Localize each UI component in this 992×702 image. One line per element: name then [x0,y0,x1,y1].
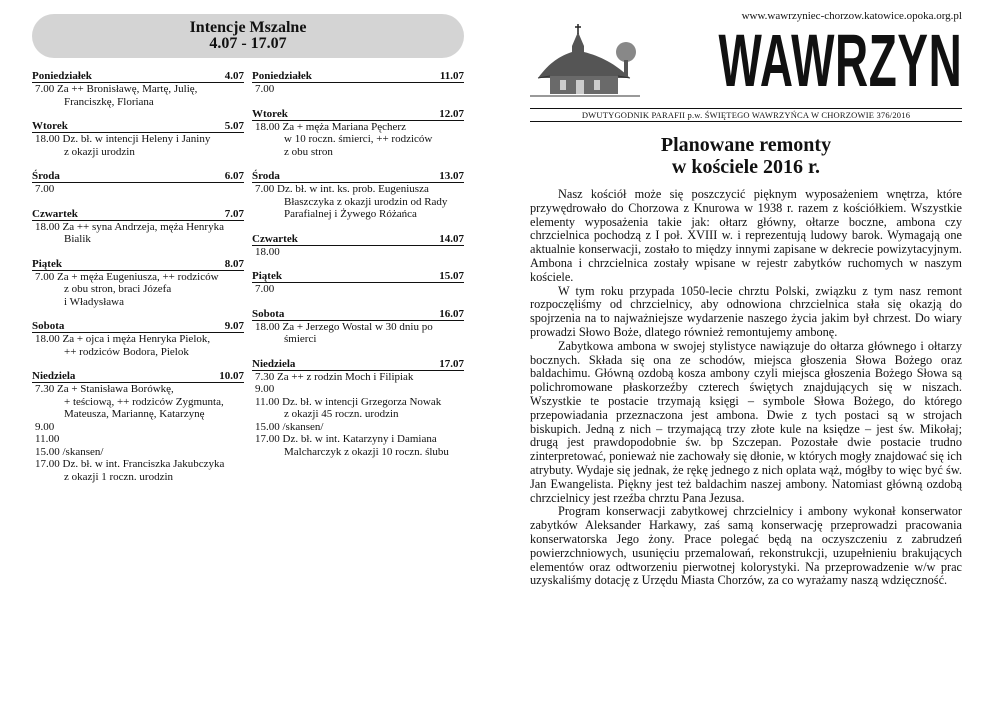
intention-line: 18.00 Za + męża Mariana Pęcherz [255,120,406,133]
intention-line: z obu stron, braci Józefa [64,283,172,295]
day-block [32,120,244,158]
day-block [32,208,244,246]
day-block [252,108,464,159]
day-header [252,308,464,321]
day-name: Poniedziałek [252,70,312,82]
intention-line: Parafialnej i Żywego Różańca [284,208,417,220]
bulletin-front-page [530,10,962,588]
day-header [32,208,244,221]
day-block [32,258,244,309]
day-header [32,258,244,271]
day-name: Sobota [252,307,285,320]
masthead [530,19,962,104]
day-date: 17.07 [439,357,464,370]
intention-line: 18.00 Dz. bł. w intencji Heleny i Janiny [35,133,211,145]
intention-line: Mateusza, Mariannę, Katarzynę [64,408,205,420]
intention-line: 18.00 [255,245,280,258]
day-block [32,170,244,196]
intention-line: z okazji 1 roczn. urodzin [64,470,174,483]
article-title-line-1: Planowane remonty [660,134,832,156]
day-header [252,358,464,371]
article-title [530,134,962,178]
intention-line: 11.00 [35,433,60,445]
day-name: Wtorek [32,120,68,132]
banner-title: Intencje Mszalne [189,19,307,36]
day-header [252,70,464,83]
day-date: 14.07 [439,232,464,245]
day-header [32,120,244,133]
intentions-column-week-2 [252,70,464,470]
day-date: 10.07 [219,370,244,382]
intention-line: ++ rodziców Bodora, Pielok [64,345,189,358]
day-date: 4.07 [224,70,244,82]
day-name: Czwartek [252,232,298,245]
intention-line: 7.00 [255,83,275,95]
day-block [252,233,464,259]
day-block [32,370,244,483]
day-date: 7.07 [224,207,244,220]
day-name: Piątek [32,257,62,270]
intention-line: Franciszkę, Floriana [64,95,154,108]
intention-line: 17.00 Dz. bł. w int. Franciszka Jakubczyka [35,458,225,470]
day-block [252,308,464,346]
day-name: Wtorek [252,107,288,120]
intention-line: + teściową, ++ rodziców Zygmunta, [64,395,224,408]
intention-line: 18.00 Za + ojca i męża Henryka Pielok, [35,333,211,345]
intention-line: 7.00 [35,183,55,195]
day-block [252,70,464,96]
day-header [252,270,464,283]
article-body [530,188,962,588]
intention-line: i Władysława [64,295,124,308]
intentions-column-week-1 [32,70,244,495]
intention-line: z obu stron [284,145,333,158]
intention-line: Malcharczyk z okazji 10 roczn. ślubu [284,445,449,458]
intentions-banner [32,14,464,58]
day-name: Środa [32,170,60,182]
intention-line: 7.00 Dz. bł. w int. ks. prob. Eugeniusza [255,183,429,195]
article-title-line-2: w kościele 2016 r. [671,156,821,178]
bulletin-subline: DWUTYGODNIK PARAFII p.w. ŚWIĘTEGO WAWRZYŃCA W CHORZOWIE 376/2016 [530,108,962,122]
day-header [32,70,244,83]
intention-line: 7.00 Za ++ Bronisławę, Martę, Julię, [35,83,198,95]
church-illustration [530,22,640,102]
day-date: 16.07 [439,307,464,320]
day-header [252,108,464,121]
intention-line: z okazji 45 roczn. urodzin [284,408,399,420]
intention-line: 15.00 /skansen/ [35,445,104,458]
day-header [32,320,244,333]
intention-line: w 10 roczn. śmierci, ++ rodziców [284,133,433,145]
day-date: 12.07 [439,107,464,120]
intention-line: 11.00 Dz. bł. w intencji Grzegorza Nowak [255,395,442,408]
day-date: 5.07 [224,120,244,132]
day-name: Sobota [32,320,65,332]
intention-line: 7.30 Za ++ z rodzin Moch i Filipiak [255,370,414,383]
day-date: 9.07 [224,320,244,332]
day-header [252,170,464,183]
mass-intentions-page [32,14,464,483]
intention-line: 7.00 Za + męża Eugeniusza, ++ rodziców [35,270,219,283]
article-paragraph: Program konserwacji zabytkowej chrzcielnicy i ambony wykonał konserwator zabytków Aleksander Harkawy, zaś samą konserwację przeprowadzi pracowania konserwatorska Jego żony. Prace polegać będą na oczyszczeniu z zabrudzeń powierzchniowych, usunięciu przemalowań, rekonstrukcji, uzupełnieniu brakujących elementów oraz odtworzeniu pierwotnej kolorystyki. Na przeprowadzenie w/w prac uzyskaliśmy dotację z Urzędu Miasta Chorzów, za co wyrażamy naszą wdzięczność. [530,504,962,588]
intention-line: 9.00 [255,383,275,395]
intention-line: śmierci [284,333,317,345]
intention-line: 18.00 Za + Jerzego Wostal w 30 dniu po [255,320,433,333]
parish-url: www.wawrzyniec-chorzow.katowice.opoka.org.pl [741,10,962,22]
day-name: Środa [252,170,280,182]
intention-line: 7.30 Za + Stanisława Borówkę, [35,383,174,395]
day-name: Piątek [252,270,282,282]
article-paragraph: Nasz kościół może się poszczycić pięknym wyposażeniem wnętrza, które przywędrowało do Chorzowa z Knurowa w 1938 r. razem z kościółkiem. Wszystkie elementy wyposażenia takie jak: ołtarz główny, ołtarze boczne, ambona czy chrzcielnica pochodzą z I poł. XVIII w. i reprezentują ludowy barok. Wymagają one aktualnie konserwacji, zostało to między innymi zapisane w dekrecie powizytacyjnym. Ambona i chrzcielnica zostały wpisane w rejestr zabytków ruchomych w naszym kościele. [530,187,962,284]
intention-line: Błaszczyka z okazji urodzin od Rady [284,195,448,208]
intention-line: 17.00 Dz. bł. w int. Katarzyny i Damiana [255,433,437,445]
day-name: Niedziela [32,370,76,382]
intention-line: 15.00 /skansen/ [255,420,324,433]
day-date: 13.07 [439,170,464,182]
day-block [252,170,464,221]
intention-line: 18.00 Za ++ syna Andrzeja, męża Henryka [35,220,224,233]
day-date: 15.07 [439,270,464,282]
day-date: 11.07 [439,70,464,82]
intention-line: 7.00 [255,283,275,295]
intention-line: z okazji urodzin [64,145,135,158]
article-paragraph: W tym roku przypada 1050-lecie chrztu Polski, związku z tym nasz remont rozpoczęliśmy od chrzcielnicy, aby odnowiona chrzcielnica stała się okazją do spojrzenia na to najważniejsze wydarzenie naszego życia jakim był chrzest. Do wiary prowadzi Słowo Boże, dlatego również remontujemy ambonę. [530,283,962,339]
banner-dates: 4.07 - 17.07 [209,35,287,52]
day-block [252,270,464,296]
intention-line: 9.00 [35,420,55,433]
day-header [252,233,464,246]
day-block [32,320,244,358]
bulletin-logo: WAWRZYN [718,19,962,102]
article-paragraph: Zabytkowa ambona w swojej stylistyce nawiązuje do ołtarza głównego i ołtarzy bocznych. Składa się ona ze schodów, miejsca głoszenia Słowa Bożego oraz baldachimu. Główną ozdobą kosza ambony czyli miejsca głoszenia Bożego Słowa są polichromowane płaskorzeźby czterech świętych znajdujących się w niszach. Wszystkie te postacie trzymają księgi – symbole Słowa Bożego, do którego przepowiadania przeznaczona jest ambona. Dwie z tych postaci są w strojach biskupich. Jedną z nich – trzymającą trzy złote kule na księdze – jest św. Mikołaj; drugą jest prawdopodobnie św. bp Szczepan. Pozostałe dwie postacie trudno zinterpretować, ponieważ nie zachowały się dłonie, w których mogły znajdować się ich atrybuty. Wydaje się jednak, że rękę jednego z nich oplata wąż, mógłby to więc być św. Jan Ewangelista. Piękny jest też baldachim naszej ambony. Natomiast główną ozdobą chrzcielnicy jest rzeźba chrztu Pana Jezusa. [530,338,962,505]
day-block [252,358,464,459]
day-date: 6.07 [224,170,244,182]
day-date: 8.07 [224,257,244,270]
day-block [32,70,244,108]
day-name: Niedziela [252,357,296,370]
day-header [32,370,244,383]
day-name: Czwartek [32,207,78,220]
intention-line: Bialik [64,233,91,245]
day-header [32,170,244,183]
day-name: Poniedziałek [32,70,92,82]
